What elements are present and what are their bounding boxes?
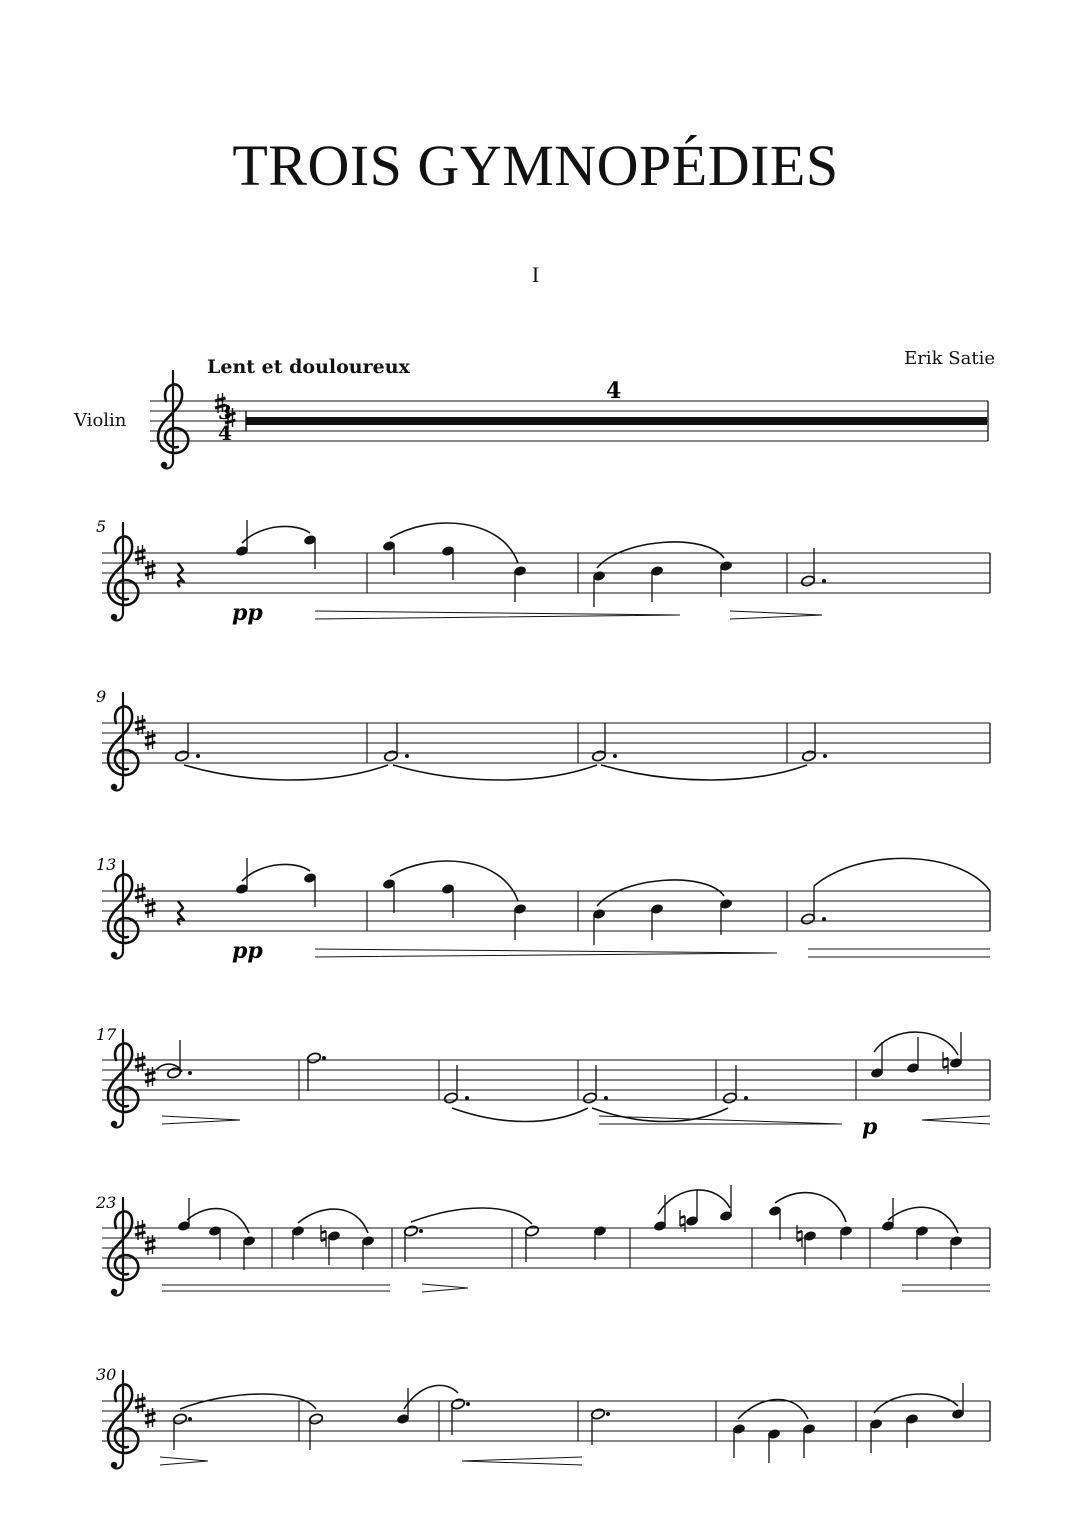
system-3 [102,693,990,790]
tempo-marking: Lent et douloureux [207,356,410,378]
system-6 [102,1185,990,1295]
measure-number: 5 [96,517,107,536]
time-signature-bottom: 4 [218,421,232,445]
dynamic-marking: p [862,1114,878,1140]
measure-number: 23 [96,1193,117,1212]
system-1 [150,371,988,468]
dynamic-marking: pp [232,938,263,964]
instrument-name: Violin [74,410,127,431]
measure-number: 9 [96,687,107,706]
dynamic-marking: pp [232,600,263,626]
measure-number: 17 [96,1025,117,1044]
system-7 [102,1371,990,1468]
system-5 [102,1030,990,1127]
time-signature-top: 3 [218,400,232,424]
measure-number: 30 [96,1365,117,1384]
page-title: TROIS GYMNOPÉDIES [232,133,839,198]
composer-name: Erik Satie [904,348,995,369]
movement-number: I [531,262,540,287]
measure-number: 13 [96,855,117,874]
multirest-count: 4 [606,378,622,404]
